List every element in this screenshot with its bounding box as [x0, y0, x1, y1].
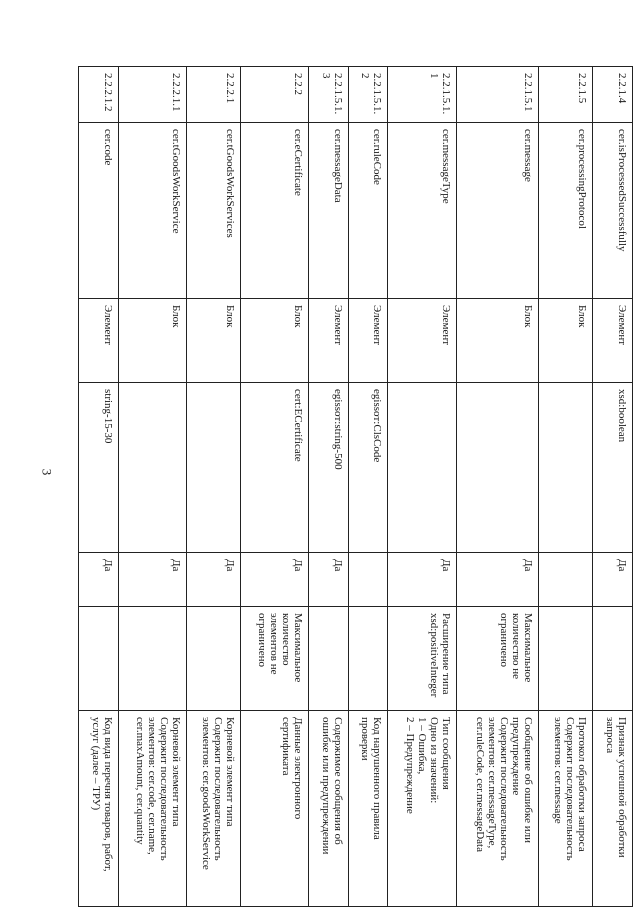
required-cell: Да	[186, 553, 240, 607]
cell-text-line: cer.maxAmount, cer.quantity	[133, 717, 146, 845]
description-cell	[456, 711, 539, 907]
cell-text-line: элементов: cer.code, cer.name,	[145, 717, 158, 855]
data-type-cell	[456, 383, 539, 553]
cardinality-cell	[388, 607, 456, 711]
element-name-cell: cer.isProcessedSuccessfully	[593, 123, 633, 299]
data-type-cell	[118, 383, 186, 553]
required-cell	[348, 553, 388, 607]
row-number-cell: 2.2.1.5.1.2	[348, 67, 388, 123]
cardinality-cell	[348, 607, 388, 711]
cell-text-line: элементов: cer.goodsWorkService	[199, 717, 212, 870]
cell-text-line: Код нарушенного правила	[371, 717, 384, 840]
row-number-cell: 2.2.1.5.1.1	[388, 67, 456, 123]
row-number-cell: 2.2.2.1	[186, 67, 240, 123]
element-type-cell: Элемент	[79, 299, 119, 383]
cell-text-line: 2 – Предупреждение	[403, 717, 416, 814]
cell-text-line: ограничено	[256, 613, 269, 667]
description-cell	[240, 711, 308, 907]
page-number: 3	[39, 468, 55, 476]
cell-text-line: Содержит последовательность	[564, 717, 577, 861]
table-row	[186, 67, 240, 907]
element-name-cell: cer.messageData	[309, 123, 349, 299]
element-type-cell: Блок	[118, 299, 186, 383]
cell-text-line: Признак успешной обработки	[616, 717, 628, 858]
row-number-cell: 2.2.2	[240, 67, 308, 123]
cell-text-line: Расширение типа	[439, 613, 452, 695]
cardinality-cell	[456, 607, 539, 711]
cell-text-line: Максимальное	[292, 613, 305, 683]
cell-text-line: Одно из значений:	[427, 717, 440, 804]
cell-text-line: Содержимое сообщения об	[331, 717, 344, 845]
row-number-cell: 2.2.1.5.1	[456, 67, 539, 123]
cell-text-line: количество	[280, 613, 293, 666]
data-type-cell: egissoт:string-500	[309, 383, 349, 553]
data-table	[78, 66, 633, 906]
element-type-cell: Блок	[456, 299, 539, 383]
cell-text-line: Содержит последовательность	[211, 717, 224, 861]
cell-text-line: Протокол обработки запроса	[576, 717, 589, 852]
cell-text-line: Корневой элемент типа	[223, 717, 236, 827]
element-type-cell: Блок	[186, 299, 240, 383]
cell-text-line: 1 – Ошибка,	[415, 717, 428, 775]
element-type-cell: Блок	[539, 299, 593, 383]
row-number-cell: 2.2.2.1.2	[79, 67, 119, 123]
cardinality-cell	[539, 607, 593, 711]
cardinality-cell	[593, 607, 633, 711]
element-type-cell: Блок	[240, 299, 308, 383]
required-cell	[539, 553, 593, 607]
cardinality-cell	[186, 607, 240, 711]
description-cell	[79, 711, 119, 907]
cardinality-cell	[240, 607, 308, 711]
cell-text-line: Данные электронного	[292, 717, 305, 820]
cell-text-line: Код вида перечня товаров, работ,	[101, 717, 114, 872]
description-cell	[348, 711, 388, 907]
required-cell: Да	[593, 553, 633, 607]
cell-text-line: услуг (далее – ТРУ)	[89, 717, 102, 811]
cell-text-line: предупреждение	[510, 717, 523, 796]
element-name-cell: cer.eCertificate	[240, 123, 308, 299]
cell-text-line: количество не	[510, 613, 523, 680]
element-name-cell: cer.messageType	[388, 123, 456, 299]
element-name-cell: cer.ruleCode	[348, 123, 388, 299]
required-cell: Да	[240, 553, 308, 607]
description-cell	[539, 711, 593, 907]
cardinality-cell	[309, 607, 349, 711]
element-name-cell: cer.code	[79, 123, 119, 299]
cell-text-line: Корневой элемент типа	[169, 717, 182, 827]
table-row	[456, 67, 539, 907]
element-type-cell: Элемент	[593, 299, 633, 383]
required-cell: Да	[309, 553, 349, 607]
required-cell: Да	[456, 553, 539, 607]
cell-text-line: элементов: cer.messageType,	[486, 717, 499, 849]
data-type-cell	[186, 383, 240, 553]
description-cell	[593, 711, 633, 907]
table-row	[309, 67, 349, 907]
cell-text-line: cer.ruleCode, cer.messageData	[474, 717, 487, 852]
cell-text-line: Максимальное	[522, 613, 535, 683]
table-row	[348, 67, 388, 907]
data-type-cell: cert:ECertificate	[240, 383, 308, 553]
description-cell	[186, 711, 240, 907]
row-number-cell: 2.2.2.1.1	[118, 67, 186, 123]
cell-text-line: ошибке или предупреждении	[319, 717, 332, 855]
cell-text-line: Тип сообщения	[439, 717, 452, 790]
element-name-cell: cer.message	[456, 123, 539, 299]
cell-text-line: ограничено	[498, 613, 511, 667]
table-row	[118, 67, 186, 907]
cardinality-cell	[79, 607, 119, 711]
row-number-cell: 2.2.1.5	[539, 67, 593, 123]
cell-text-line: Содержит последовательность	[498, 717, 511, 861]
cardinality-cell	[118, 607, 186, 711]
data-type-cell: egissoт:ClsCode	[348, 383, 388, 553]
cell-text-line: xsd:positiveInteger	[427, 613, 440, 698]
row-number-cell: 2.2.1.5.1.3	[309, 67, 349, 123]
element-name-cell: cer.processingProtocol	[539, 123, 593, 299]
table-row	[539, 67, 593, 907]
data-type-cell	[388, 383, 456, 553]
cell-text-line: элементов не	[268, 613, 281, 675]
cell-text-line: запроса	[604, 717, 616, 754]
data-type-cell: string-15-30	[79, 383, 119, 553]
element-type-cell: Элемент	[388, 299, 456, 383]
table-row	[240, 67, 308, 907]
element-name-cell: cer.tGoodsWorkServices	[186, 123, 240, 299]
element-name-cell: cer.tGoodsWorkService	[118, 123, 186, 299]
element-type-cell: Элемент	[348, 299, 388, 383]
cell-text-line: проверки	[359, 717, 372, 761]
description-cell	[118, 711, 186, 907]
description-cell	[309, 711, 349, 907]
cell-text-line: сертификата	[280, 717, 293, 776]
cell-text-line: Содержит последовательность	[157, 717, 170, 861]
description-cell	[388, 711, 456, 907]
cell-text-line: Сообщение об ошибке или	[522, 717, 535, 843]
required-cell: Да	[118, 553, 186, 607]
table-row	[79, 67, 119, 907]
table-row	[388, 67, 456, 907]
table-row	[593, 67, 633, 907]
data-type-cell	[539, 383, 593, 553]
cell-text-line: элементов: cer.message	[552, 717, 565, 824]
data-type-cell: xsd:boolean	[593, 383, 633, 553]
element-type-cell: Элемент	[309, 299, 349, 383]
required-cell: Да	[79, 553, 119, 607]
row-number-cell: 2.2.1.4	[593, 67, 633, 123]
required-cell: Да	[388, 553, 456, 607]
